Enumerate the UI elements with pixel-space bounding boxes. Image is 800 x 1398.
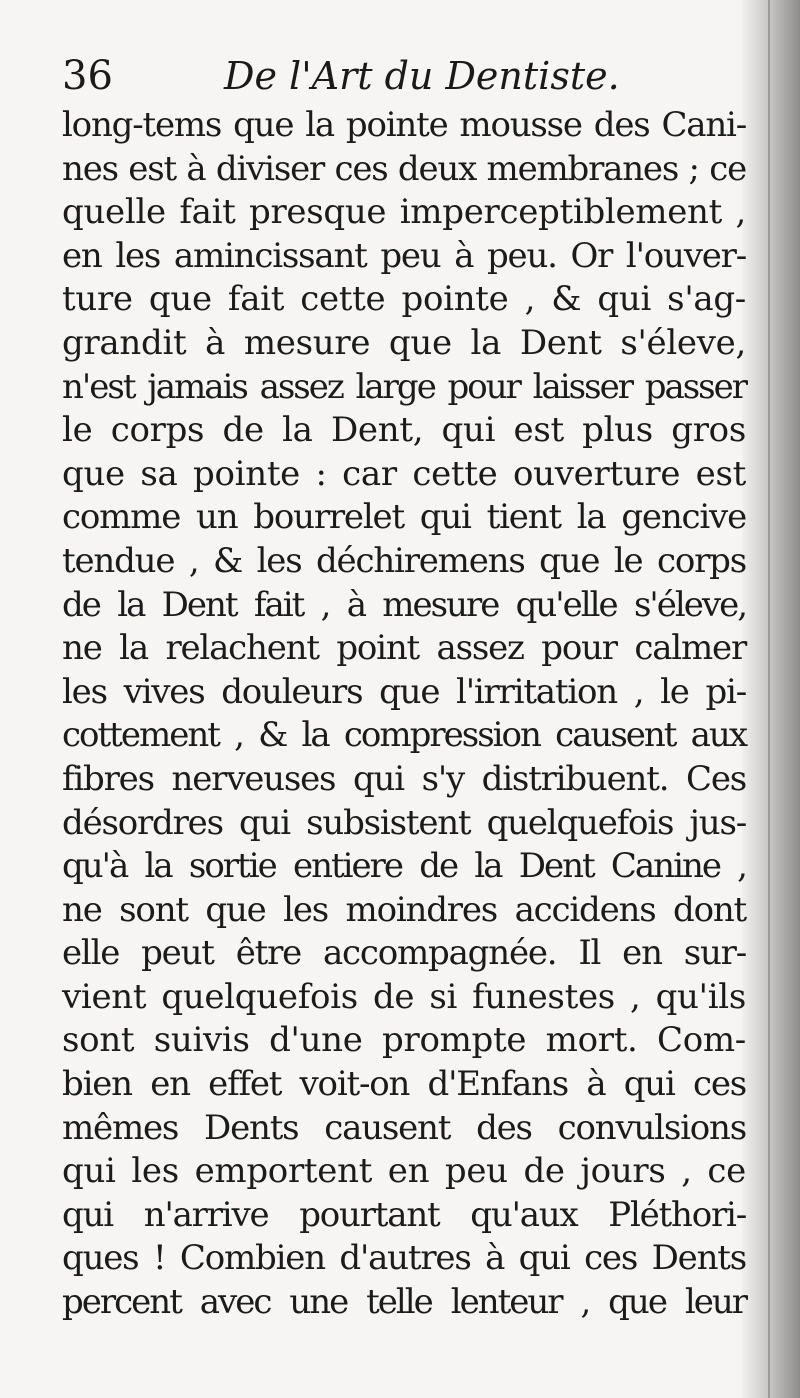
text-line: qu'à la sortie entiere de la Dent Canine , [62,846,746,887]
text-line: qui les emportent en peu de jours , ce [62,1151,746,1192]
page-number: 36 [62,53,113,99]
text-line: long-tems que la pointe mousse des Cani- [62,105,746,145]
text-line: percent avec une telle lenteur , que leur [62,1282,746,1323]
text-line: ture que fait cette pointe , & qui s'ag- [62,279,746,320]
page-gutter-shadow [742,0,800,1398]
text-line: désordres qui subsistent quelquefois jus- [62,802,746,843]
text-line: fibres nerveuses qui s'y distribuent. Ces [62,758,746,799]
text-line: comme un bourrelet qui tient la gencive [62,497,746,538]
text-line: vient quelquefois de si funestes , qu'ils [62,976,746,1017]
text-line: ne sont que les moindres accidens dont [62,889,746,930]
text-line: mêmes Dents causent des convulsions [62,1107,746,1148]
text-line: tendue , & les déchiremens que le corps [62,540,746,581]
text-line: sont suivis d'une prompte mort. Com- [62,1020,746,1061]
text-line: qui n'arrive pourtant qu'aux Pléthori- [62,1194,746,1235]
text-line: quelle fait presque imperceptiblement , [62,192,746,233]
text-line: grandit à mesure que la Dent s'éleve, [62,322,746,363]
text-line: en les amincissant peu à peu. Or l'ouver- [62,235,746,276]
text-line: cottement , & la compression causent aux [62,715,746,756]
text-line: ne la relachent point assez pour calmer [62,628,746,669]
text-line: nes est à diviser ces deux membranes ; ce [62,148,746,189]
text-line: les vives douleurs que l'irritation , le pi- [62,671,746,712]
text-line: elle peut être accompagnée. Il en sur- [62,933,746,974]
text-line: que sa pointe : car cette ouverture est [62,453,746,494]
page-header [62,48,682,104]
text-line: le corps de la Dent, qui est plus gros [62,410,746,451]
running-title: De l'Art du Dentiste. [224,54,620,98]
text-line: n'est jamais assez large pour laisser passer [62,366,746,407]
text-line: ques ! Combien d'autres à qui ces Dents [62,1238,746,1279]
page-fold-line [768,0,770,1398]
text-line: bien en effet voit-on d'Enfans à qui ces [62,1064,746,1105]
body-text [62,104,746,1325]
text-line: de la Dent fait , à mesure qu'elle s'éleve, [62,584,746,625]
